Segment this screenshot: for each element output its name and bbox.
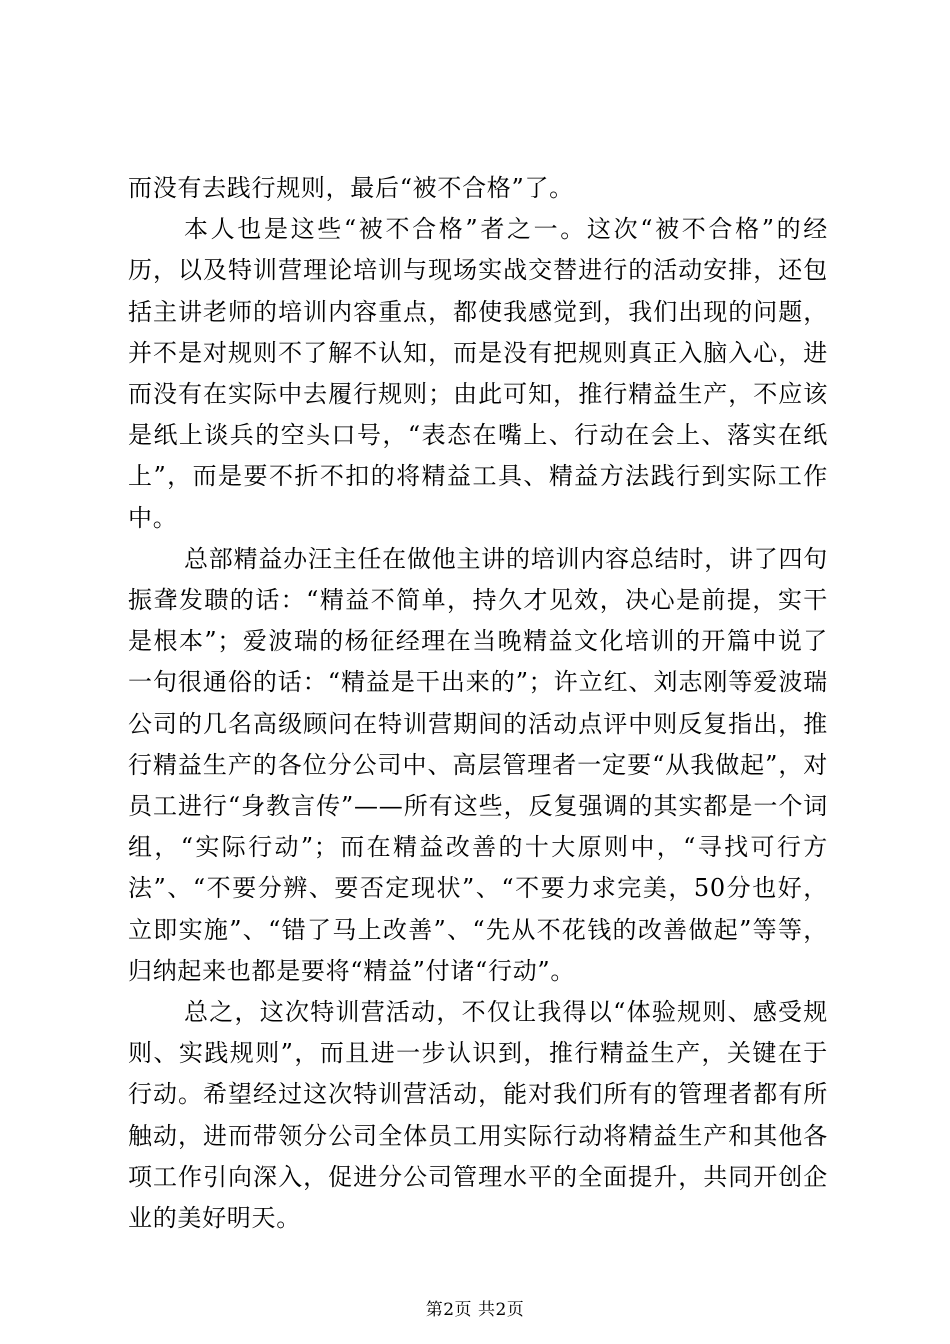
paragraph-continued: 而没有去践行规则，最后“被不合格”了。: [128, 174, 574, 202]
paragraph-conclusion: 总之，这次特训营活动，不仅让我得以“体验规则、感受规则、实践规则”，而且进一步认识到，推行精益生产，关键在于行动。希望经过这次特训营活动，能对我们所有的管理者都有所触动，进而带领分公司全体员工用实际行动将精益生产和其他各项工作引向深入，促进分公司管理水平的全面提升，共同开创企业的美好明天。: [128, 998, 828, 1233]
page-number-footer: 第2页 共2页: [425, 1300, 525, 1320]
document-body: [128, 168, 828, 1239]
paragraph-training-summary: 总部精益办汪主任在做他主讲的培训内容总结时，讲了四句振聋发聩的话：“精益不简单，持久才见效，决心是前提，实干是根本”；爱波瑞的杨征经理在当晚精益文化培训的开篇中说了一句很通俗的话：“精益是干出来的”；许立红、刘志刚等爱波瑞公司的几名高级顾问在特训营期间的活动点评中则反复指出，推行精益生产的各位分公司中、高层管理者一定要“从我做起”，对员工进行“身教言传”——所有这些，反复强调的其实都是一个词组，“实际行动”；而在精益改善的十大原则中，“寻找可行方法”、“不要分辨、要否定现状”、“不要力求完美，50分也好，立即实施”、“错了马上改善”、“先从不花钱的改善做起”等等，归纳起来也都是要将“精益”付诸“行动”。: [128, 544, 828, 985]
paragraph-personal-experience: 本人也是这些“被不合格”者之一。这次“被不合格”的经历，以及特训营理论培训与现场实战交替进行的活动安排，还包括主讲老师的培训内容重点，都使我感觉到，我们出现的问题，并不是对规则不了解不认知，而是没有把规则真正入脑入心，进而没有在实际中去履行规则；由此可知，推行精益生产，不应该是纸上谈兵的空头口号，“表态在嘴上、行动在会上、落实在纸上”，而是要不折不扣的将精益工具、精益方法践行到实际工作中。: [128, 215, 828, 532]
